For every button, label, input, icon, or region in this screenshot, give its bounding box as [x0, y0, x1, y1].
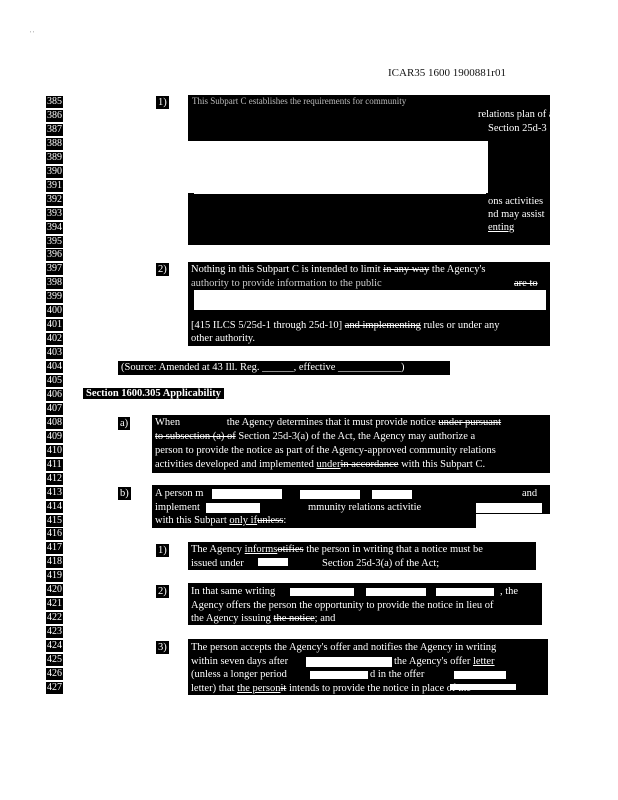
line-number: 427: [47, 681, 62, 693]
line-number: 405: [47, 375, 62, 386]
item-label-1: 1): [158, 97, 167, 108]
para397-line2: authority to provide information to the public: [191, 278, 382, 289]
item3-line1: The person accepts the Agency's offer and notifies the Agency in writing: [191, 642, 497, 653]
item-label-2: 2): [158, 264, 167, 275]
item3-line2-start: within seven days after: [191, 656, 289, 667]
item3-line3-end: d in the offer: [370, 669, 425, 680]
line-number: 425: [47, 654, 62, 665]
line-number: 422: [47, 612, 62, 624]
para-a-line1: When the Agency determines that it must provide notice under pursuant: [155, 417, 502, 428]
line-number: 403: [47, 347, 62, 359]
line-number: 410: [47, 444, 62, 456]
line-number: 390: [47, 165, 62, 177]
para-b-line3: with this Subpart only ifunless:: [155, 515, 287, 526]
line-number-column: [44, 96, 66, 696]
line-number: 385: [47, 96, 62, 107]
line-number: 396: [47, 249, 62, 261]
item2-line1-start: In that same writing: [191, 586, 276, 597]
line-number: 414: [47, 500, 62, 512]
para-a-line3: person to provide the notice as part of the Agency-approved community relations: [155, 445, 496, 456]
line-number: 392: [47, 193, 62, 205]
para385-right3: ons activities: [488, 196, 544, 207]
para385-right5: enting: [488, 222, 515, 233]
line-number: 421: [47, 598, 62, 610]
line-number: 424: [47, 640, 62, 652]
document-id: ICAR35 1600 1900881r01: [388, 67, 506, 79]
line-number: 409: [47, 430, 62, 442]
para397-line2-strike: are to: [514, 278, 538, 289]
para385-right4: nd may assist: [488, 209, 545, 220]
line-number: 419: [47, 570, 62, 582]
line-number: 412: [47, 472, 62, 484]
line-number: 393: [47, 207, 62, 219]
para-a-line2: to subsection (a) of Section 25d-3(a) of the Act, the Agency may authorize a: [155, 431, 476, 442]
line-number: 402: [47, 333, 62, 345]
line-number: 423: [47, 626, 62, 638]
line-number: 407: [47, 402, 62, 414]
item-label-a: a): [120, 418, 129, 429]
para397-line6: other authority.: [191, 333, 256, 344]
item3-line2-end: the Agency's offer letter: [394, 656, 495, 667]
item-label-b: b): [120, 488, 129, 499]
line-number: 415: [47, 514, 62, 526]
line-number: 397: [47, 263, 62, 275]
item2-line3: the Agency issuing the notice; and: [191, 613, 336, 624]
corner-mark: ' ': [30, 30, 35, 38]
line-number: 413: [47, 486, 62, 498]
line-number: 389: [47, 151, 62, 163]
line-number: 416: [47, 528, 62, 540]
line-number: 426: [47, 667, 62, 679]
item3-line3-start: (unless a longer period: [191, 669, 287, 680]
line-number: 417: [47, 542, 62, 554]
item-label-b2: 2): [158, 586, 167, 597]
line-number: 394: [47, 221, 62, 233]
line-number: 398: [47, 277, 62, 289]
para-b-line2-start: implement: [155, 502, 200, 513]
line-number: 386: [47, 109, 62, 121]
para-b-line1-end: and: [522, 488, 538, 499]
item1-line2-start: issued under: [191, 558, 244, 569]
line-number: 408: [47, 416, 62, 428]
para385-right2: Section 25d-3: [488, 123, 547, 134]
para385-right1: relations plan of a: [478, 109, 554, 120]
item-label-b1: 1): [158, 545, 167, 556]
para385-line1: This Subpart C establishes the requirements for community: [192, 96, 407, 106]
item1-line2-end: Section 25d-3(a) of the Act;: [322, 558, 440, 569]
line-number: 418: [47, 556, 62, 568]
item1-line1: The Agency informsotifies the person in writing that a notice must be: [191, 544, 483, 555]
line-number: 420: [47, 584, 62, 596]
line-number: 400: [47, 305, 62, 317]
line-number: 401: [47, 319, 62, 331]
item2-line2: Agency offers the person the opportunity to provide the notice in lieu of: [191, 600, 494, 611]
para397-line5: [415 ILCS 5/25d-1 through 25d-10] and implementing rules or under any: [191, 320, 500, 331]
source-note: (Source: Amended at 43 Ill. Reg. ______, effective ____________): [121, 362, 405, 373]
item3-line4: letter) that the personit intends to provide the notice in place of the: [191, 683, 471, 694]
para-a-line4: activities developed and implemented underin accordance with this Subpart C.: [155, 459, 486, 470]
para397-line1: Nothing in this Subpart C is intended to limit in any way the Agency's: [191, 264, 486, 275]
section-heading: Section 1600.305 Applicability: [83, 388, 224, 399]
para-b-line2-mid: mmunity relations activitie: [308, 502, 422, 513]
line-number: 391: [47, 179, 62, 191]
line-number: 395: [47, 235, 62, 247]
line-number: 399: [47, 291, 62, 303]
line-number: 388: [47, 137, 62, 149]
para-b-line1-start: A person m: [155, 488, 204, 499]
line-number: 406: [47, 388, 62, 400]
line-number: 404: [47, 361, 62, 373]
line-number: 387: [47, 123, 62, 135]
item2-line1-end: , the: [500, 586, 519, 597]
line-number: 411: [47, 458, 62, 470]
item-label-b3: 3): [158, 642, 167, 653]
